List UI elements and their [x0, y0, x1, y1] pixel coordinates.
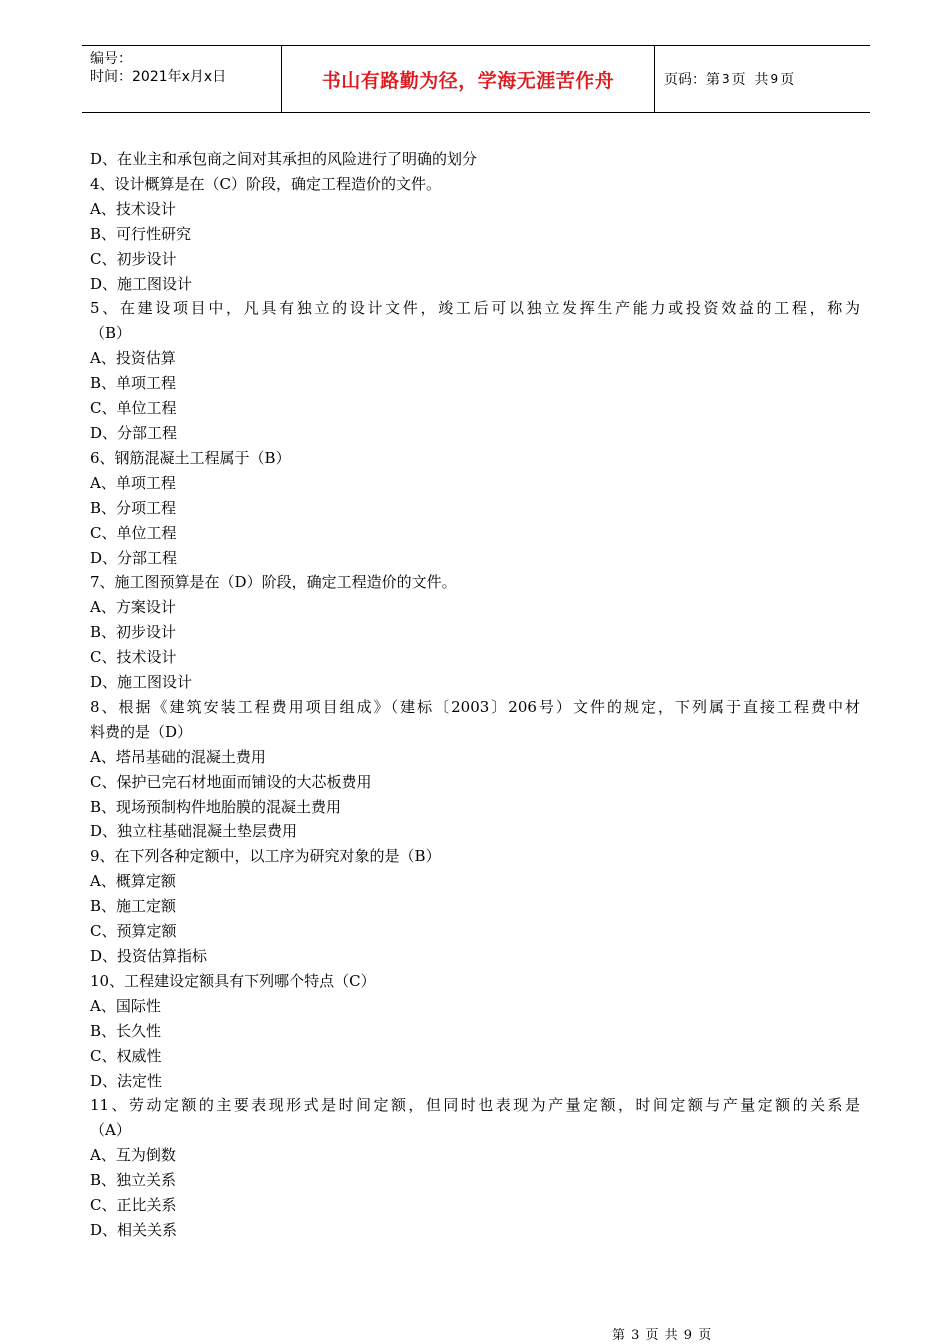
option-line: B、施工定额 [90, 897, 177, 916]
document-time-label: 时间：2021年x月x日 [90, 69, 227, 85]
option-line: A、塔吊基础的混凝土费用 [90, 747, 266, 766]
header-motto: 书山有路勤为径，学海无涯苦作舟 [282, 46, 655, 112]
text-line: D、在业主和承包商之间对其承担的风险进行了明确的划分 [90, 150, 478, 168]
option-line: D、施工图设计 [90, 673, 193, 692]
question-5: 5、在建设项目中，凡具有独立的设计文件，竣工后可以独立发挥生产能力或投资效益的工程，称为 [90, 299, 860, 318]
option-line: D、相关关系 [90, 1220, 178, 1239]
option-line: B、可行性研究 [90, 224, 192, 243]
option-line: C、初步设计 [90, 249, 177, 268]
option-line: A、投资估算 [90, 349, 176, 368]
question-5-answer: （B） [90, 324, 132, 343]
option-line: C、保护已完石材地面而铺设的大芯板费用 [90, 772, 372, 791]
option-line: B、分项工程 [90, 498, 177, 517]
option-line: A、互为倒数 [90, 1146, 176, 1165]
option-line: A、单项工程 [90, 473, 176, 492]
document-body [90, 147, 860, 1243]
option-line: D、投资估算指标 [90, 947, 208, 965]
page-footer: 第 3 页 共 9 页 [612, 1328, 713, 1343]
option-line: A、技术设计 [90, 199, 176, 218]
option-line: C、技术设计 [90, 648, 177, 667]
question-8: 8、根据《建筑安装工程费用项目组成》（建标〔2003〕206号）文件的规定，下列属于直接工程费中材 [90, 697, 860, 716]
option-line: D、法定性 [90, 1071, 163, 1090]
option-line: A、国际性 [90, 996, 161, 1015]
option-line: C、单位工程 [90, 523, 177, 542]
header-page-indicator [655, 46, 870, 112]
option-line: C、单位工程 [90, 399, 177, 418]
option-line: C、权威性 [90, 1046, 162, 1065]
option-line: B、现场预制构件地胎膜的混凝土费用 [90, 797, 342, 816]
question-11-answer: （A） [90, 1121, 131, 1140]
option-line: D、施工图设计 [90, 274, 193, 293]
page-header [82, 45, 870, 113]
question-4: 4、设计概算是在（C）阶段，确定工程造价的文件。 [90, 174, 442, 193]
option-line: B、独立关系 [90, 1171, 177, 1190]
question-6: 6、钢筋混凝土工程属于（B） [90, 448, 291, 467]
option-line: D、分部工程 [90, 423, 178, 442]
question-7: 7、施工图预算是在（D）阶段，确定工程造价的文件。 [90, 573, 457, 592]
option-line: C、预算定额 [90, 922, 177, 941]
question-11: 11、劳动定额的主要表现形式是时间定额，但同时也表现为产量定额，时间定额与产量定额的关系是 [90, 1096, 860, 1115]
question-10: 10、工程建设定额具有下列哪个特点（C） [90, 971, 376, 990]
option-line: B、初步设计 [90, 623, 177, 642]
option-line: B、长久性 [90, 1021, 162, 1040]
option-line: D、独立柱基础混凝土垫层费用 [90, 822, 298, 841]
page-mid: 页 共 [731, 72, 769, 88]
option-line: D、分部工程 [90, 548, 178, 567]
question-9: 9、在下列各种定额中，以工序为研究对象的是（B） [90, 847, 441, 866]
option-line: B、单项工程 [90, 374, 177, 393]
page-total: 9 [770, 72, 779, 86]
option-line: C、正比关系 [90, 1196, 177, 1215]
document-number-label: 编号： [90, 51, 132, 67]
page-current: 3 [722, 72, 730, 86]
header-meta [82, 46, 282, 112]
question-8-continued: 料费的是（D） [90, 722, 193, 741]
page-prefix: 页码：第 [664, 72, 720, 88]
page-suffix: 页 [780, 72, 795, 88]
option-line: A、概算定额 [90, 872, 176, 891]
option-line: A、方案设计 [90, 598, 176, 617]
